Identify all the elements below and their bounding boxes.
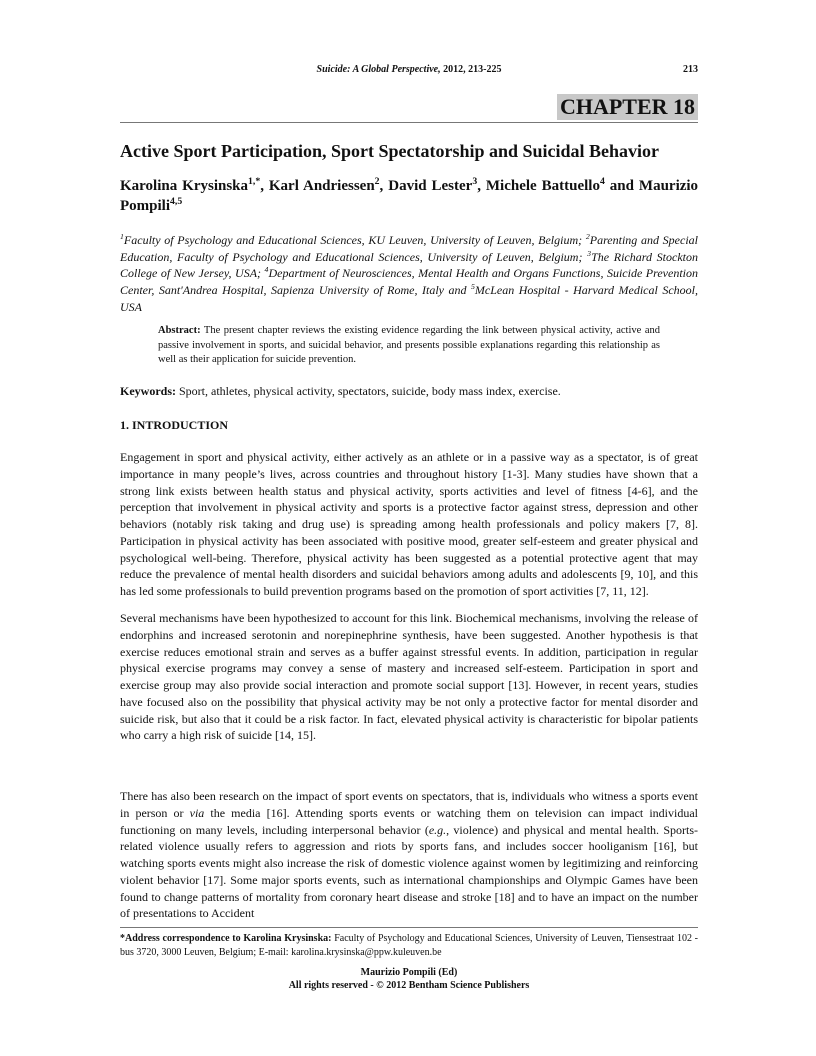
author-name: Michele Battuello (485, 178, 600, 194)
affiliation: McLean Hospital - Harvard Medical School, USA (120, 283, 698, 314)
abstract-text: The present chapter reviews the existing evidence regarding the link between physical activity, active and passive involvement in sports, and suicidal behavior, and presents possible explanations regarding this relationship as well as their application for suicide prevention. (158, 325, 660, 366)
journal-title: Suicide: A Global Perspective, (316, 64, 441, 75)
correspondence-footnote (120, 932, 698, 960)
journal-citation (120, 64, 698, 75)
text-run: , violence) and physical and mental health. Sports-related violence usually refers to aggression and riots by sports fans, and includes soccer hooliganism [16], but watching sports events might also increase the risk of domestic violence against women by legitimizing and reinforcing violent behavior [17]. Some major sports events, such as international championships and Olympic Games have been found to change patterns of mortality from coronary heart disease and stroke [18] and to have an impact on the number of presentations to Accident (120, 822, 698, 921)
keywords (120, 384, 698, 399)
author-sup: 2 (374, 176, 380, 187)
author-name: David Lester (388, 178, 473, 194)
author-sup: 3 (472, 176, 478, 187)
paper-title: Active Sport Participation, Sport Spectatorship and Suicidal Behavior (120, 141, 660, 161)
affiliation: Faculty of Psychology and Educational Sciences, KU Leuven, University of Leuven, Belgium; (123, 233, 586, 247)
editor-line: Maurizio Pompili (Ed) (360, 967, 458, 978)
paragraph-3 (120, 788, 698, 922)
paragraph-2: Several mechanisms have been hypothesized to account for this link. Biochemical mechanisms, involving the release of endorphins and increased serotonin and norepinephrine synthesis, have been suggested. Another hypothesis is that exercise reduces emotional strain and serves as a buffer against stressful events. In addition, participation in regular physical exercise programs may convey a sense of mastery and increased self-esteem. Participation in sport and exercise group may also provide social interaction and promote social support [13]. However, in recent years, studies have focused also on the possibility that physical activity may be not only a protective factor for mental disorder and suicide risk, but also that it could be a risk factor. In fact, elevated physical activity is characteristic for bipolar patients who carry a high risk of suicide [14, 15]. (120, 611, 698, 743)
author-name: Karolina Krysinska (120, 178, 249, 194)
paragraph-1: Engagement in sport and physical activity, either actively as an athlete or in a passive way as a spectator, is of great importance in many people’s lives, across countries and throughout history [1-3]. Many studies have shown that a strong link exists between health status and physical activity, sports activities and level of fitness [4-6], and the perception that involvement in physical activity and sports is a protective factor against stress, depression and other behaviors (notably risk taking and drug use) is spreading among health professionals and policy makers [7, 8]. Participation in physical activity has been associated with positive mood, greater self-esteem and greater physical and psychological well-being. Therefore, physical activity has been suggested as a potential protective agent that may reduce the prevalence of mental health disorders and suicidal behaviors among adults and adolescents [9, 10], and this has led some professionals to build prevention programs based on the promotion of sport activities [7, 11, 12]. (120, 450, 698, 598)
chapter-label: CHAPTER 18 (557, 94, 698, 120)
affiliation: The Richard Stockton College of New Jersey, USA; (120, 249, 698, 281)
authors-and: and (609, 178, 634, 194)
footnote-divider (120, 927, 698, 928)
text-run: There has also been research on the impact of sport events on spectators, that is, individuals who witness a sports event in person or (120, 789, 698, 820)
author-sup: 1,* (248, 176, 261, 187)
text-run-italic: via (189, 805, 205, 820)
affiliation: Parenting and Special Education, Faculty of Psychology and Educational Sciences, University of Leuven, Belgium; (120, 233, 698, 264)
keywords-label: Keywords: (120, 384, 176, 398)
footnote-text: Faculty of Psychology and Educational Sciences, University of Leuven, Tiensestraat 102 - bus 3720, 3000 Leuven, Belgium; E-mail: karolina.krysinska@ppw.kuleuven.be (120, 933, 698, 958)
affil-sup: 2 (585, 232, 590, 241)
page-number: 213 (683, 64, 698, 75)
section-heading: 1. INTRODUCTION (120, 418, 229, 432)
chapter-divider (120, 122, 698, 123)
affil-sup: 1 (120, 232, 124, 241)
text-run-italic: e.g. (428, 822, 447, 837)
text-run: the media [16]. Attending sports events or watching them on television can impact individual functioning on many levels, including interpersonal behavior ( (120, 805, 699, 837)
author-name: Karl Andriessen (268, 178, 375, 194)
keywords-text: Sport, athletes, physical activity, spectators, suicide, body mass index, exercise. (179, 384, 561, 398)
page-footer (120, 966, 698, 992)
affil-sup: 5 (471, 282, 475, 292)
author-list: Karolina Krysinska$^{1,*}$, Karl Andriessen$^2$, David Lester$^3$, Michele Battuello$^4$ and Maurizio Pompili$^{4,5}$ (120, 176, 699, 214)
author-name: Maurizio Pompili (120, 178, 699, 214)
author-sup: 4 (599, 176, 605, 187)
abstract-label: Abstract: (158, 325, 201, 336)
abstract (158, 324, 660, 368)
copyright-line: All rights reserved - © 2012 Bentham Science Publishers (288, 980, 530, 991)
footnote-label: *Address correspondence to Karolina Krysinska: (120, 933, 332, 944)
affiliations (120, 232, 698, 316)
affil-sup: 4 (264, 265, 269, 275)
journal-year-pages: 2012, 213-225 (443, 64, 502, 75)
affil-sup: 3 (587, 248, 592, 258)
author-sup: 4,5 (170, 196, 183, 207)
affiliation: Department of Neurosciences, Mental Health and Organs Functions, Suicide Prevention Center, Sant'Andrea Hospital, Sapienza University of Rome, Italy and (120, 266, 698, 298)
